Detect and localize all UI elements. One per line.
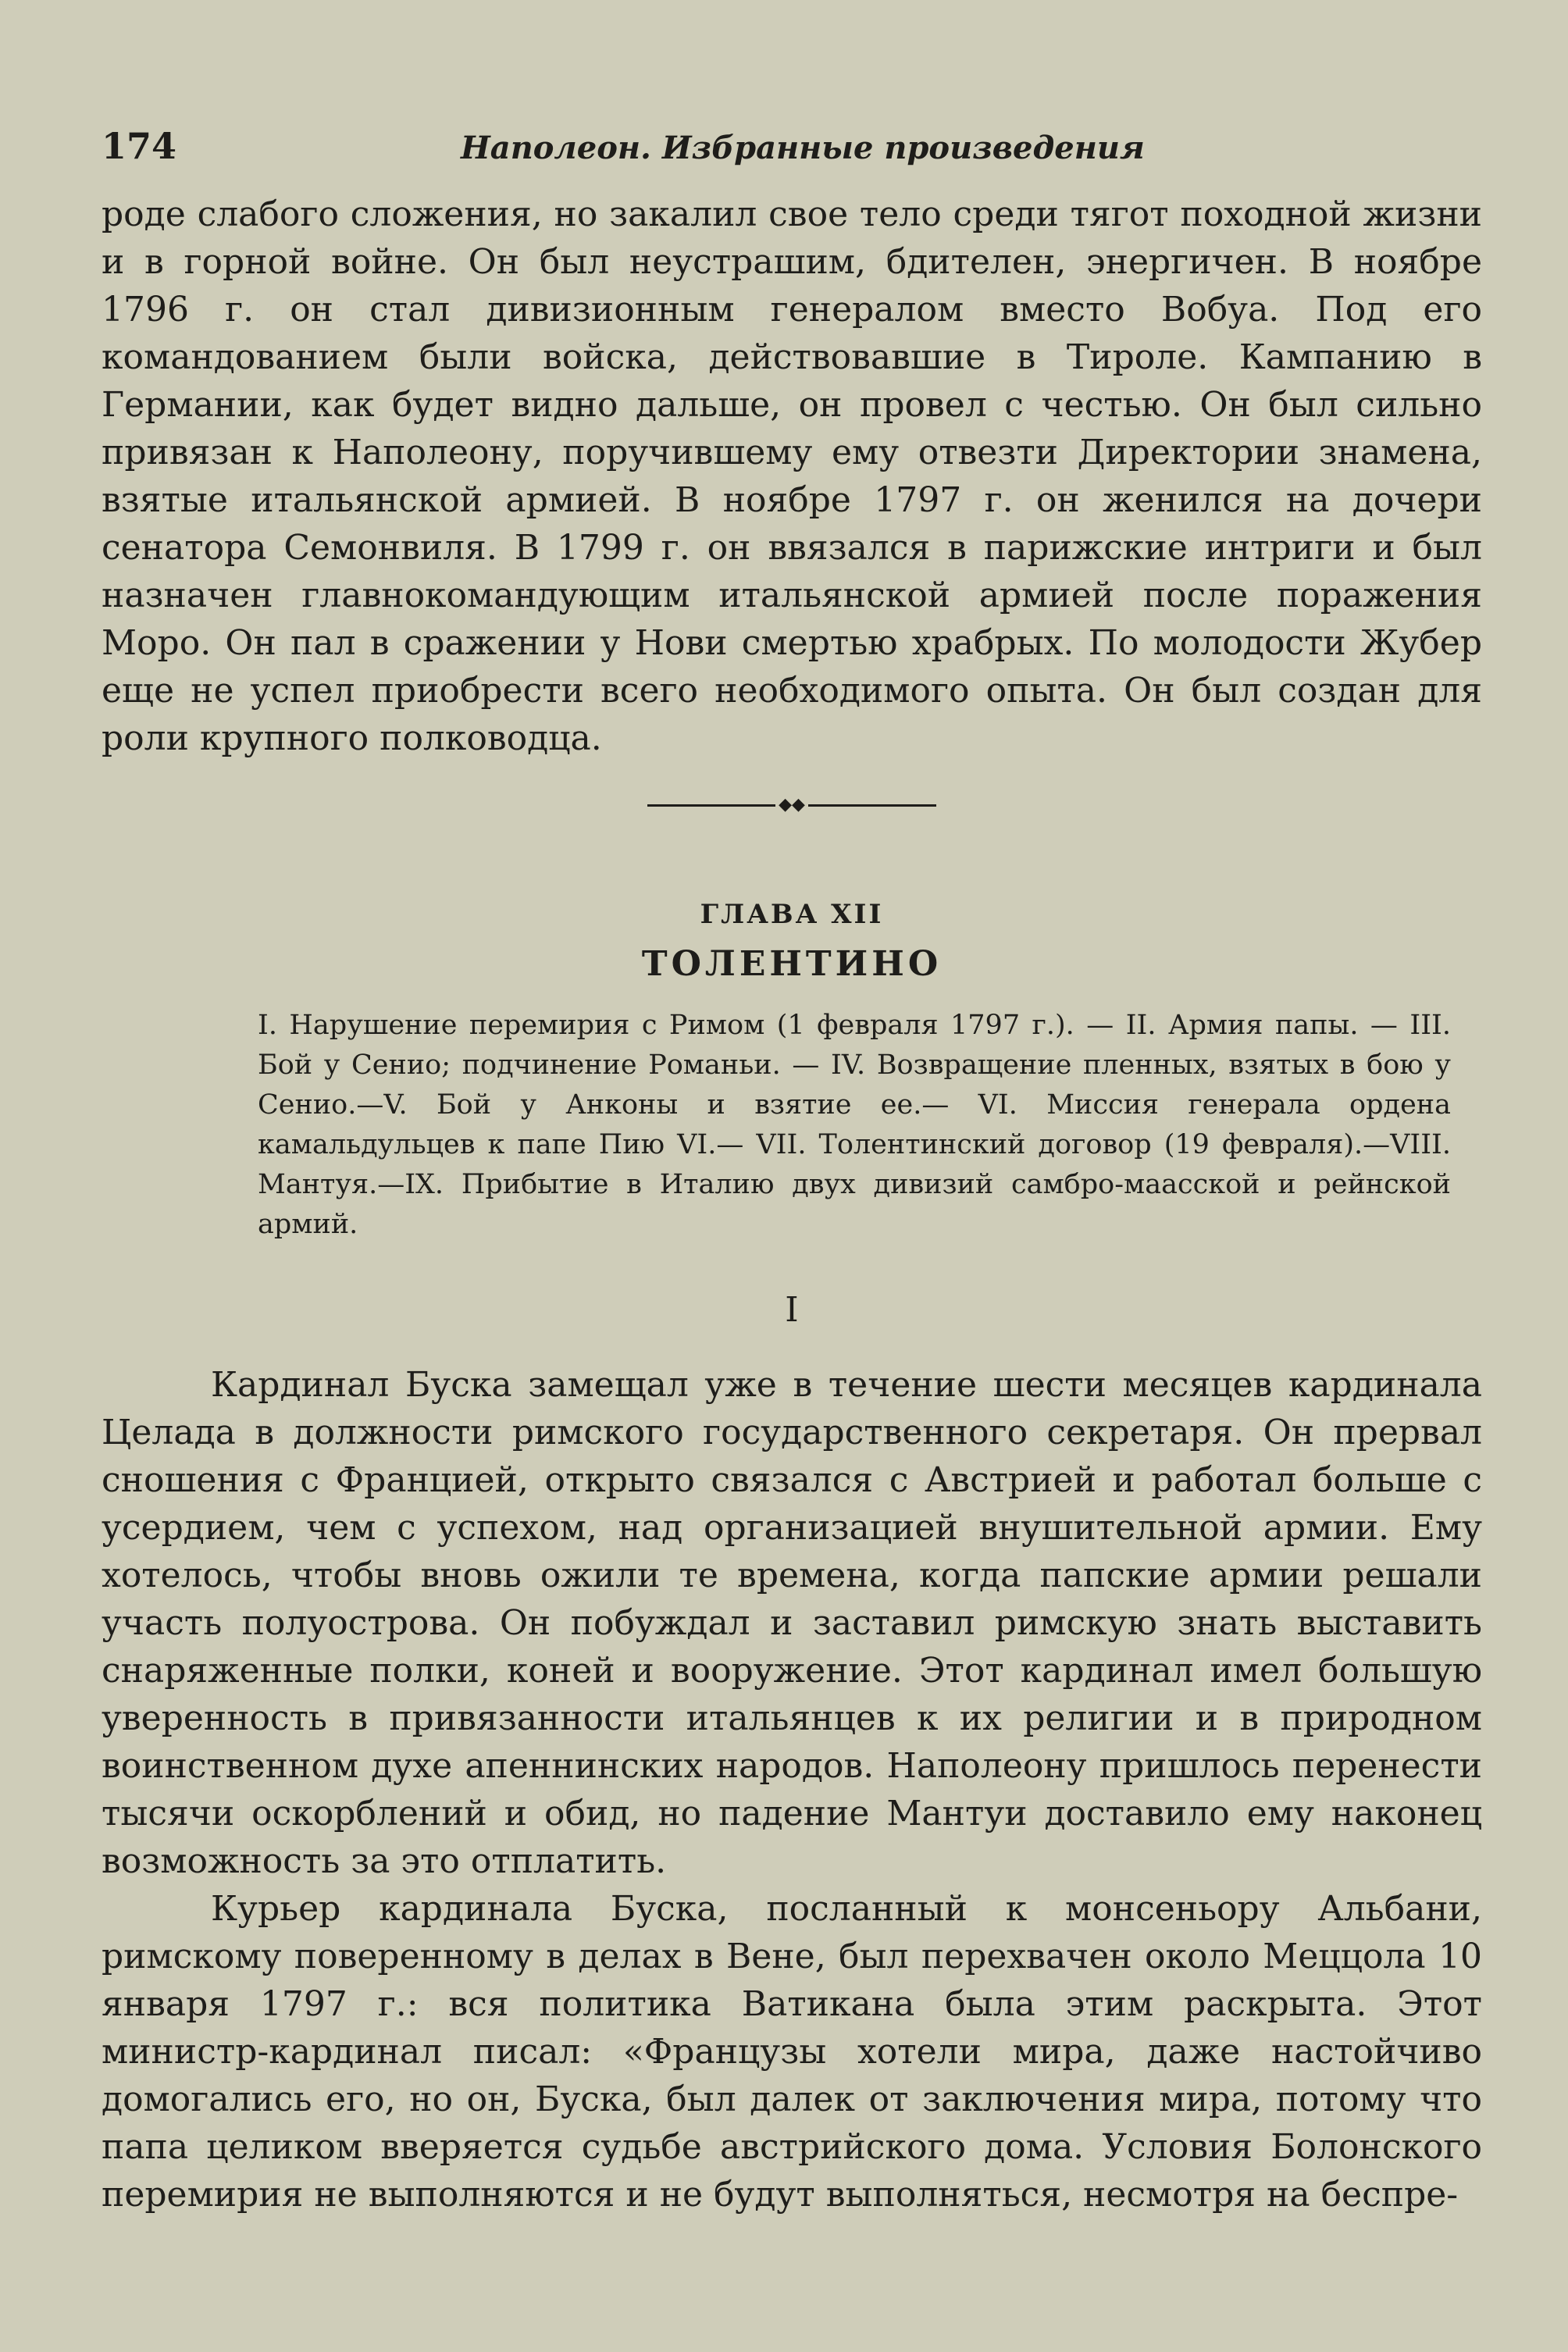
running-title: Наполеон. Избранные произведения <box>461 130 1145 166</box>
chapter-label: ГЛАВА XII <box>700 899 884 930</box>
page-header <box>102 125 1482 167</box>
intro-paragraph: роде слабого сложения, но закалил свое тело среди тягот походной жизни и в горной войне. Он был неустрашим, бдителен, энергичен. В ноябре 1796 г. он стал дивизионным генералом вместо Вобуа. Под его командованием были войска, действовавшие в Тироле. Кампанию в Германии, как будет видно дальше, он провел с честью. Он был сильно привязан к Наполеону, поручившему ему отвезти Директории знамена, взятые итальянской армией. В ноябре 1797 г. он женился на дочери сенатора Семонвиля. В 1799 г. он ввязался в парижские интриги и был назначен главнокомандующим итальянской армией после поражения Моро. Он пал в сражении у Нови смертью храбрых. По молодости Жубер еще не успел приобрести всего необходимого опыта. Он был создан для роли крупного полководца. <box>102 194 1482 758</box>
body-paragraph: Кардинал Буска замещал уже в течение шести месяцев кардинала Целада в должности римского государственного секретаря. Он прервал сношения с Францией, открыто связался с Австрией и работал больше с усердием, чем с успехом, над организацией внушительной армии. Ему хотелось, чтобы вновь ожили те времена, когда папские армии решали участь полуострова. Он побуждал и заставил римскую знать выставить снаряженные полки, коней и вооружение. Этот кардинал имел большую уверенность в привязанности итальянцев к их религии и в природном воинственном духе апеннинских народов. Наполеону пришлось перенести тысячи оскорблений и обид, но падение Мантуи доставило ему наконец возможность за это отплатить. <box>102 1365 1482 1881</box>
divider-ornament: ◆◆ <box>775 795 808 814</box>
body-paragraph: Курьер кардинала Буска, посланный к монсеньору Альбани, римскому поверенному в делах в Вене, был перехвачен около Меццола 10 января 1797 г.: вся политика Ватикана была этим раскрыта. Этот министр-кардинал писал: «Французы хотели мира, даже настойчиво домогались его, но он, Буска, был далек от заключения мира, потому что папа целиком вверяется судьбе австрийского дома. Условия Болонского перемирия не выполняются и не будут выполняться, несмотря на беспре- <box>102 1889 1482 2215</box>
chapter-summary: I. Нарушение перемирия с Римом (1 февраля 1797 г.). — II. Армия папы. — III. Бой у Сенио; подчинение Романьи. — IV. Возвращение пленных, взятых в бою у Сенио.—V. Бой у Анконы и взятие ее.— VI. Миссия генерала ордена камальдульцев к папе Пию VI.— VII. Толентинский договор (19 февраля).—VIII. Мантуя.—IX. Прибытие в Италию двух дивизий самбро-маасской и рейнской армий. <box>258 1010 1451 1240</box>
section-number: I <box>785 1290 799 1330</box>
chapter-title: ТОЛЕНТИНО <box>641 944 943 984</box>
page-number: 174 <box>102 125 177 167</box>
section-divider <box>647 793 936 817</box>
